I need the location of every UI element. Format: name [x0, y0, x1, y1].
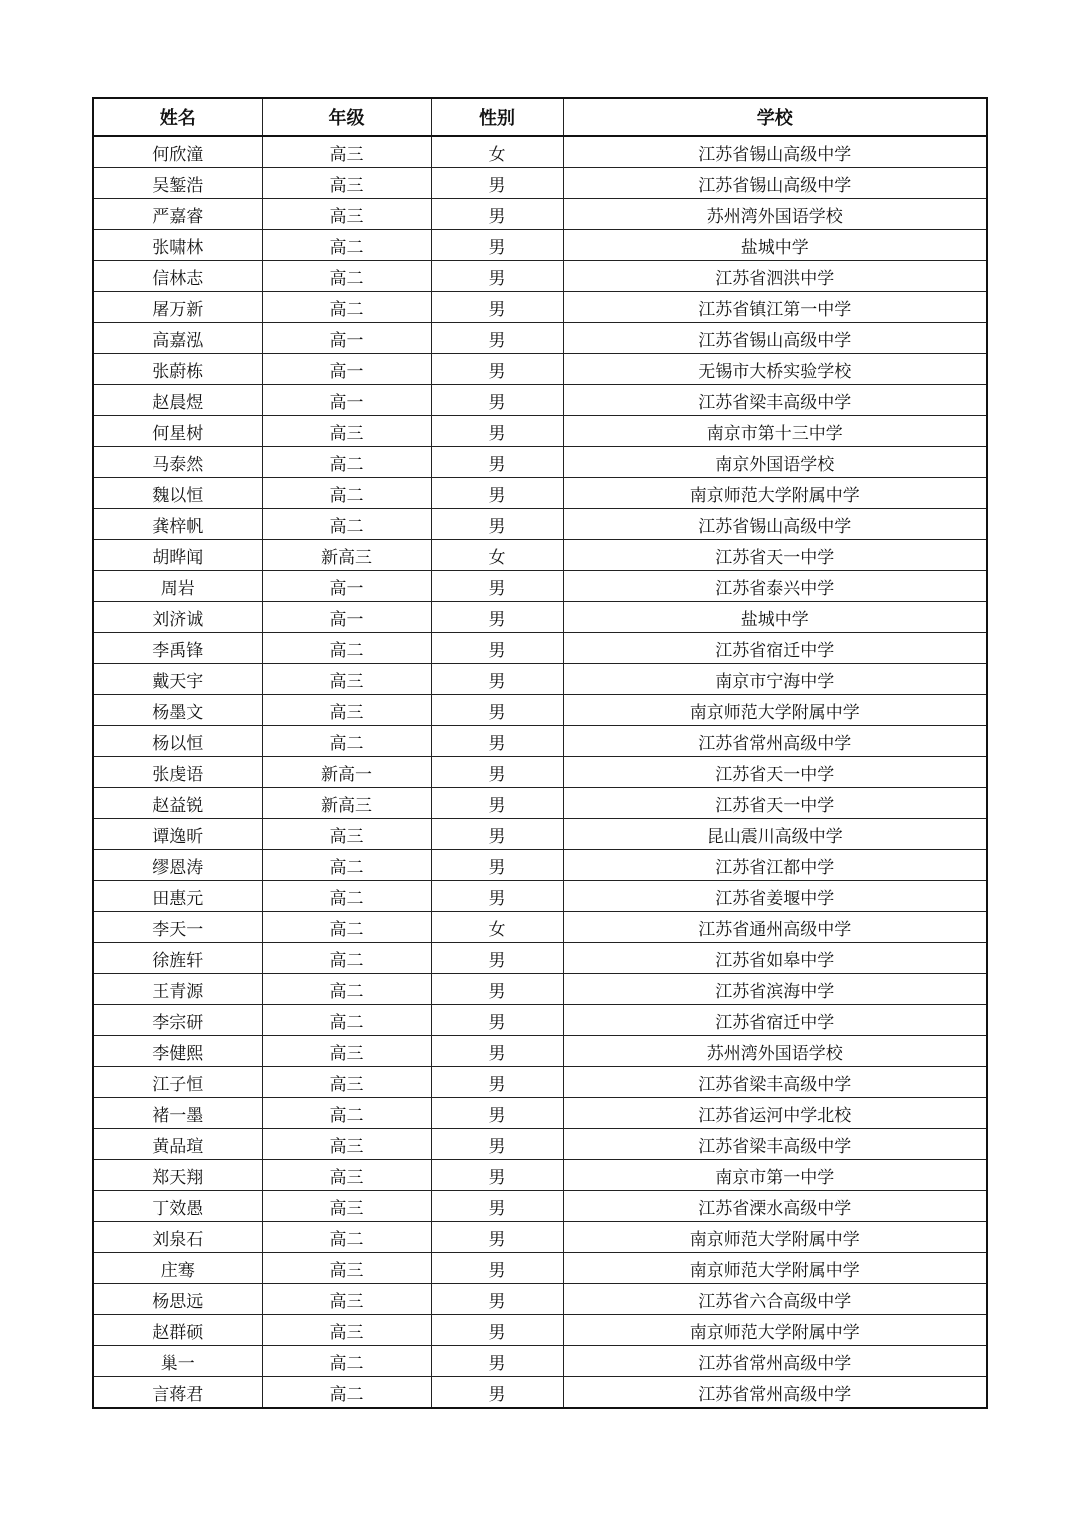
cell-grade: 高三 — [262, 1315, 431, 1346]
cell-gender: 男 — [431, 230, 563, 261]
cell-name: 巢一 — [93, 1346, 262, 1377]
table-row — [93, 881, 987, 912]
cell-grade: 高二 — [262, 1346, 431, 1377]
cell-school: 江苏省镇江第一中学 — [563, 292, 987, 323]
table-row — [93, 633, 987, 664]
cell-grade: 高三 — [262, 1036, 431, 1067]
cell-grade: 高二 — [262, 1377, 431, 1409]
cell-name: 王青源 — [93, 974, 262, 1005]
table-row — [93, 602, 987, 633]
cell-gender: 女 — [431, 912, 563, 943]
table-row — [93, 261, 987, 292]
student-table — [92, 97, 988, 1409]
cell-school: 昆山震川高级中学 — [563, 819, 987, 850]
cell-gender: 女 — [431, 136, 563, 168]
cell-name: 赵晨煜 — [93, 385, 262, 416]
cell-grade: 高二 — [262, 850, 431, 881]
cell-grade: 高一 — [262, 354, 431, 385]
cell-grade: 高二 — [262, 230, 431, 261]
cell-name: 魏以恒 — [93, 478, 262, 509]
cell-name: 刘济诚 — [93, 602, 262, 633]
cell-gender: 男 — [431, 571, 563, 602]
table-row — [93, 1222, 987, 1253]
cell-school: 南京师范大学附属中学 — [563, 478, 987, 509]
cell-gender: 男 — [431, 1129, 563, 1160]
cell-name: 徐旌轩 — [93, 943, 262, 974]
cell-name: 言蒋君 — [93, 1377, 262, 1409]
cell-name: 郑天翔 — [93, 1160, 262, 1191]
cell-gender: 男 — [431, 478, 563, 509]
cell-school: 南京市第一中学 — [563, 1160, 987, 1191]
cell-school: 南京外国语学校 — [563, 447, 987, 478]
cell-gender: 男 — [431, 1253, 563, 1284]
cell-gender: 男 — [431, 726, 563, 757]
header-name: 姓名 — [93, 98, 262, 136]
cell-gender: 男 — [431, 788, 563, 819]
cell-grade: 高三 — [262, 1160, 431, 1191]
cell-grade: 高二 — [262, 292, 431, 323]
table-row — [93, 974, 987, 1005]
cell-grade: 高一 — [262, 385, 431, 416]
table-header — [93, 98, 987, 136]
cell-gender: 男 — [431, 292, 563, 323]
cell-grade: 高三 — [262, 819, 431, 850]
cell-grade: 新高三 — [262, 540, 431, 571]
cell-grade: 高三 — [262, 168, 431, 199]
table-row — [93, 726, 987, 757]
cell-name: 周岩 — [93, 571, 262, 602]
cell-name: 何欣潼 — [93, 136, 262, 168]
cell-name: 缪恩涛 — [93, 850, 262, 881]
table-row — [93, 292, 987, 323]
cell-name: 张啸林 — [93, 230, 262, 261]
cell-name: 杨思远 — [93, 1284, 262, 1315]
table-row — [93, 912, 987, 943]
cell-name: 龚梓帆 — [93, 509, 262, 540]
cell-gender: 男 — [431, 881, 563, 912]
cell-name: 江子恒 — [93, 1067, 262, 1098]
cell-name: 何星树 — [93, 416, 262, 447]
table-row — [93, 416, 987, 447]
table-row — [93, 230, 987, 261]
table-row — [93, 509, 987, 540]
table-body — [93, 136, 987, 1408]
cell-school: 江苏省梁丰高级中学 — [563, 1067, 987, 1098]
cell-name: 张虔语 — [93, 757, 262, 788]
cell-grade: 高三 — [262, 199, 431, 230]
table-row — [93, 757, 987, 788]
cell-school: 南京师范大学附属中学 — [563, 1253, 987, 1284]
cell-school: 江苏省常州高级中学 — [563, 1346, 987, 1377]
cell-school: 江苏省梁丰高级中学 — [563, 1129, 987, 1160]
cell-grade: 高二 — [262, 478, 431, 509]
cell-gender: 男 — [431, 1284, 563, 1315]
table-row — [93, 1160, 987, 1191]
table-row — [93, 1005, 987, 1036]
table-row — [93, 447, 987, 478]
cell-school: 苏州湾外国语学校 — [563, 199, 987, 230]
cell-gender: 男 — [431, 1346, 563, 1377]
table-row — [93, 168, 987, 199]
table-row — [93, 1098, 987, 1129]
cell-name: 杨墨文 — [93, 695, 262, 726]
cell-gender: 男 — [431, 1005, 563, 1036]
cell-grade: 高三 — [262, 1253, 431, 1284]
cell-name: 胡晔闻 — [93, 540, 262, 571]
cell-school: 江苏省常州高级中学 — [563, 1377, 987, 1409]
cell-grade: 高一 — [262, 571, 431, 602]
cell-school: 南京师范大学附属中学 — [563, 1315, 987, 1346]
table-row — [93, 199, 987, 230]
cell-school: 江苏省梁丰高级中学 — [563, 385, 987, 416]
cell-gender: 男 — [431, 354, 563, 385]
cell-school: 江苏省天一中学 — [563, 540, 987, 571]
table-row — [93, 1377, 987, 1409]
cell-school: 江苏省滨海中学 — [563, 974, 987, 1005]
cell-school: 江苏省江都中学 — [563, 850, 987, 881]
table-row — [93, 1036, 987, 1067]
cell-grade: 高三 — [262, 664, 431, 695]
header-row — [93, 98, 987, 136]
cell-gender: 男 — [431, 974, 563, 1005]
cell-name: 谭逸昕 — [93, 819, 262, 850]
cell-gender: 男 — [431, 1160, 563, 1191]
cell-gender: 男 — [431, 199, 563, 230]
cell-name: 李健熙 — [93, 1036, 262, 1067]
cell-school: 江苏省宿迁中学 — [563, 1005, 987, 1036]
table-row — [93, 136, 987, 168]
cell-school: 江苏省锡山高级中学 — [563, 168, 987, 199]
cell-name: 吴錾浩 — [93, 168, 262, 199]
cell-name: 马泰然 — [93, 447, 262, 478]
cell-name: 赵益锐 — [93, 788, 262, 819]
cell-grade: 高三 — [262, 1284, 431, 1315]
table-row — [93, 354, 987, 385]
cell-school: 江苏省锡山高级中学 — [563, 509, 987, 540]
table-row — [93, 385, 987, 416]
table-row — [93, 1284, 987, 1315]
table-row — [93, 1346, 987, 1377]
cell-gender: 男 — [431, 1036, 563, 1067]
cell-grade: 高二 — [262, 726, 431, 757]
cell-name: 严嘉睿 — [93, 199, 262, 230]
cell-school: 盐城中学 — [563, 602, 987, 633]
cell-name: 刘泉石 — [93, 1222, 262, 1253]
table-row — [93, 1253, 987, 1284]
cell-name: 屠万新 — [93, 292, 262, 323]
cell-school: 江苏省宿迁中学 — [563, 633, 987, 664]
cell-school: 江苏省泰兴中学 — [563, 571, 987, 602]
cell-grade: 高三 — [262, 136, 431, 168]
cell-name: 信林志 — [93, 261, 262, 292]
cell-school: 江苏省如皋中学 — [563, 943, 987, 974]
cell-gender: 男 — [431, 261, 563, 292]
cell-grade: 高二 — [262, 912, 431, 943]
cell-grade: 高三 — [262, 1129, 431, 1160]
cell-name: 张蔚栋 — [93, 354, 262, 385]
cell-gender: 男 — [431, 168, 563, 199]
cell-gender: 男 — [431, 509, 563, 540]
cell-gender: 男 — [431, 323, 563, 354]
cell-name: 田惠元 — [93, 881, 262, 912]
header-grade: 年级 — [262, 98, 431, 136]
cell-gender: 女 — [431, 540, 563, 571]
cell-school: 江苏省姜堰中学 — [563, 881, 987, 912]
cell-gender: 男 — [431, 850, 563, 881]
cell-name: 褚一墨 — [93, 1098, 262, 1129]
cell-grade: 高二 — [262, 261, 431, 292]
cell-school: 南京师范大学附属中学 — [563, 695, 987, 726]
cell-school: 江苏省锡山高级中学 — [563, 136, 987, 168]
cell-school: 江苏省泗洪中学 — [563, 261, 987, 292]
header-school: 学校 — [563, 98, 987, 136]
cell-grade: 高一 — [262, 323, 431, 354]
cell-school: 南京师范大学附属中学 — [563, 1222, 987, 1253]
cell-gender: 男 — [431, 1067, 563, 1098]
table-row — [93, 943, 987, 974]
cell-grade: 高二 — [262, 1222, 431, 1253]
cell-gender: 男 — [431, 416, 563, 447]
cell-grade: 高三 — [262, 416, 431, 447]
cell-grade: 高二 — [262, 943, 431, 974]
table-row — [93, 478, 987, 509]
cell-school: 苏州湾外国语学校 — [563, 1036, 987, 1067]
cell-grade: 高二 — [262, 974, 431, 1005]
cell-school: 江苏省通州高级中学 — [563, 912, 987, 943]
cell-grade: 高二 — [262, 1005, 431, 1036]
cell-school: 南京市宁海中学 — [563, 664, 987, 695]
cell-name: 戴天宇 — [93, 664, 262, 695]
cell-school: 江苏省天一中学 — [563, 788, 987, 819]
cell-name: 李宗研 — [93, 1005, 262, 1036]
cell-gender: 男 — [431, 819, 563, 850]
cell-grade: 新高三 — [262, 788, 431, 819]
cell-name: 杨以恒 — [93, 726, 262, 757]
cell-grade: 高一 — [262, 602, 431, 633]
cell-grade: 高三 — [262, 695, 431, 726]
table-row — [93, 788, 987, 819]
cell-gender: 男 — [431, 385, 563, 416]
table-row — [93, 1191, 987, 1222]
table-row — [93, 850, 987, 881]
cell-gender: 男 — [431, 1222, 563, 1253]
cell-school: 江苏省天一中学 — [563, 757, 987, 788]
cell-school: 江苏省锡山高级中学 — [563, 323, 987, 354]
cell-grade: 高二 — [262, 1098, 431, 1129]
cell-gender: 男 — [431, 1315, 563, 1346]
cell-school: 盐城中学 — [563, 230, 987, 261]
cell-gender: 男 — [431, 943, 563, 974]
table-row — [93, 1067, 987, 1098]
cell-gender: 男 — [431, 633, 563, 664]
cell-gender: 男 — [431, 1098, 563, 1129]
cell-name: 赵群硕 — [93, 1315, 262, 1346]
header-gender: 性别 — [431, 98, 563, 136]
cell-grade: 高二 — [262, 881, 431, 912]
table-row — [93, 571, 987, 602]
cell-grade: 高二 — [262, 509, 431, 540]
cell-name: 黄品瑄 — [93, 1129, 262, 1160]
cell-grade: 高三 — [262, 1067, 431, 1098]
table-row — [93, 540, 987, 571]
cell-grade: 新高一 — [262, 757, 431, 788]
cell-name: 高嘉泓 — [93, 323, 262, 354]
table-row — [93, 1315, 987, 1346]
table-row — [93, 819, 987, 850]
table-row — [93, 664, 987, 695]
cell-name: 丁效愚 — [93, 1191, 262, 1222]
cell-name: 李禹锋 — [93, 633, 262, 664]
table-row — [93, 695, 987, 726]
table-row — [93, 323, 987, 354]
cell-gender: 男 — [431, 602, 563, 633]
cell-gender: 男 — [431, 695, 563, 726]
cell-grade: 高二 — [262, 447, 431, 478]
cell-school: 江苏省常州高级中学 — [563, 726, 987, 757]
table-row — [93, 1129, 987, 1160]
cell-school: 江苏省六合高级中学 — [563, 1284, 987, 1315]
cell-school: 无锡市大桥实验学校 — [563, 354, 987, 385]
cell-grade: 高三 — [262, 1191, 431, 1222]
cell-gender: 男 — [431, 1191, 563, 1222]
cell-school: 江苏省溧水高级中学 — [563, 1191, 987, 1222]
cell-gender: 男 — [431, 447, 563, 478]
cell-school: 江苏省运河中学北校 — [563, 1098, 987, 1129]
cell-name: 李天一 — [93, 912, 262, 943]
cell-school: 南京市第十三中学 — [563, 416, 987, 447]
cell-gender: 男 — [431, 757, 563, 788]
cell-grade: 高二 — [262, 633, 431, 664]
cell-gender: 男 — [431, 1377, 563, 1409]
cell-gender: 男 — [431, 664, 563, 695]
cell-name: 庄骞 — [93, 1253, 262, 1284]
